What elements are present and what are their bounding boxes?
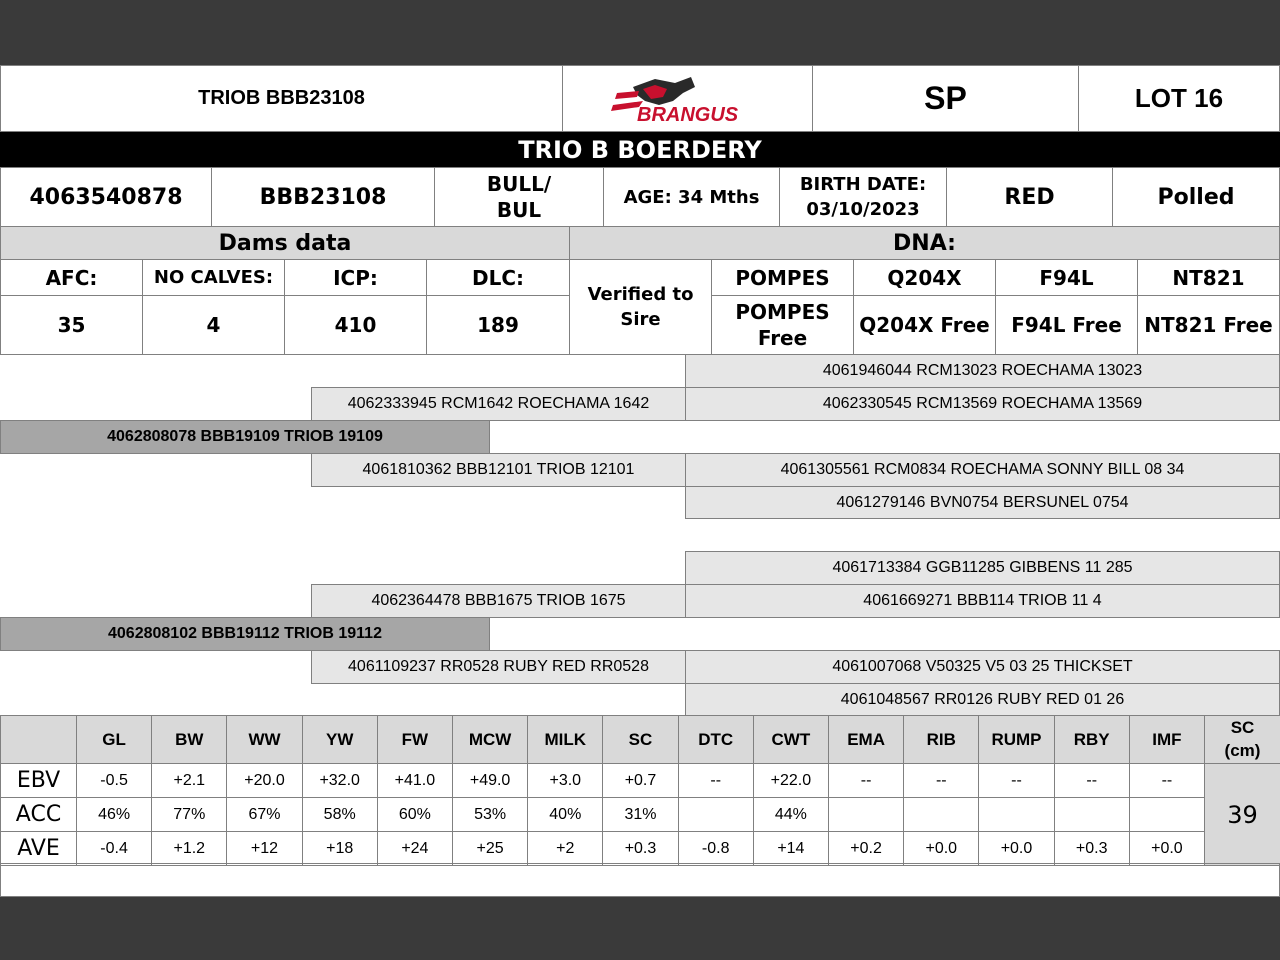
pedigree-ssd <box>685 387 1280 421</box>
ebv-value-cell-label: +2.1 <box>173 771 206 789</box>
pompes-value-line-1: POMPES <box>735 300 830 324</box>
no-calves-value <box>142 295 285 355</box>
animal-name: TRIOB BBB23108 <box>198 87 365 109</box>
ebv-col-header-label: WW <box>248 729 281 749</box>
ebv-value-cell-label: +32.0 <box>319 771 360 789</box>
ebv-value-cell-label: -- <box>1086 771 1098 789</box>
ebv-value-cell-label: +2 <box>556 839 575 857</box>
verified-to-sire-cell <box>569 259 712 355</box>
birth-date-cell <box>779 167 947 227</box>
ebv-value-cell-label: +49.0 <box>469 771 511 789</box>
ebv-value-cell <box>226 763 302 798</box>
pedigree-ds <box>311 584 686 618</box>
age-cell <box>603 167 780 227</box>
sc-cm-value <box>1204 763 1280 866</box>
sale-catalogue-page <box>0 65 1280 897</box>
ebv-col-header-label: IMF <box>1152 729 1182 749</box>
pedigree-ddd-label: 4061048567 RR0126 RUBY RED 01 26 <box>840 690 1125 708</box>
pedigree-dss-label: 4061713384 GGB11285 GIBBENS 11 285 <box>832 559 1133 576</box>
ebv-col-header <box>903 715 979 764</box>
ebv-value-cell-label: +0.0 <box>1000 839 1033 857</box>
nt821-value <box>1137 295 1280 355</box>
logo-text: BRANGUS <box>636 103 738 126</box>
ebv-value-cell-label: 77% <box>173 805 206 823</box>
bottom-spacer <box>0 863 1280 897</box>
no-calves-value-label: 4 <box>206 313 221 337</box>
ebv-col-header-label: EMA <box>847 729 885 749</box>
ebv-col-header-label: MCW <box>468 729 512 749</box>
ebv-value-cell <box>452 831 528 866</box>
ebv-row-label <box>0 831 77 866</box>
ebv-value-cell <box>753 797 829 832</box>
ebv-value-cell-label: 58% <box>323 805 356 823</box>
ebv-value-cell <box>1129 763 1205 798</box>
ebv-value-cell-label: -- <box>935 771 947 789</box>
afc-value-label: 35 <box>57 313 86 337</box>
ebv-value-cell <box>1129 797 1205 832</box>
ebv-value-cell <box>452 797 528 832</box>
pedigree-ss-label: 4062333945 RCM1642 ROECHAMA 1642 <box>347 395 650 412</box>
nt821-value-label: NT821 Free <box>1144 313 1273 337</box>
ebv-value-cell-label: -0.4 <box>100 839 128 857</box>
ebv-table <box>0 715 1280 865</box>
ebv-col-header <box>828 715 904 764</box>
ebv-value-cell <box>678 763 754 798</box>
dna-title: DNA: <box>893 230 956 256</box>
ebv-value-cell <box>226 831 302 866</box>
ebv-value-cell <box>1129 831 1205 866</box>
ebv-value-cell <box>151 831 227 866</box>
ebv-value-cell-label: -- <box>1011 771 1022 789</box>
dlc-header-label: DLC: <box>471 265 525 290</box>
lot-label: LOT 16 <box>1134 83 1224 113</box>
ebv-value-cell <box>302 797 378 832</box>
sc-cm-header-line-2: (cm) <box>1224 740 1261 760</box>
ebv-value-cell <box>828 763 904 798</box>
ebv-col-header <box>527 715 603 764</box>
pedigree-sire-label: 4062808078 BBB19109 TRIOB 19109 <box>107 428 383 445</box>
pedigree-sdd <box>685 486 1280 519</box>
pedigree-dsd <box>685 584 1280 618</box>
sex-line-1: BULL/ <box>486 172 552 196</box>
pedigree-ss <box>311 387 686 421</box>
brangus-logo <box>562 65 813 132</box>
code-label: SP <box>924 80 967 116</box>
animal-id: 4063540878 <box>29 184 183 210</box>
ebv-col-header-label: SC <box>628 729 653 749</box>
sc-cm-header <box>1204 715 1280 764</box>
ebv-col-header-label: BW <box>175 729 204 749</box>
ebv-value-cell <box>678 797 754 832</box>
pompes-header <box>711 259 854 296</box>
ebv-value-cell-label: -- <box>860 771 872 789</box>
ebv-col-header <box>452 715 528 764</box>
ebv-value-cell <box>978 831 1054 866</box>
pedigree-sds-label: 4061305561 RCM0834 ROECHAMA SONNY BILL 08 34 <box>780 461 1185 478</box>
q204x-header <box>853 259 996 296</box>
ebv-value-cell <box>828 831 904 866</box>
dlc-header <box>426 259 570 296</box>
ebv-value-cell <box>903 797 979 832</box>
pedigree-sss <box>685 354 1280 388</box>
ebv-value-cell <box>1054 797 1130 832</box>
ebv-row-label-label: ACC <box>15 802 62 827</box>
pompes-value <box>711 295 854 355</box>
ebv-value-cell <box>377 797 453 832</box>
ebv-col-header <box>1054 715 1130 764</box>
ebv-value-cell <box>302 831 378 866</box>
q204x-value <box>853 295 996 355</box>
pedigree-dds-label: 4061007068 V50325 V5 03 25 THICKSET <box>832 658 1133 675</box>
ebv-value-cell-label: +24 <box>401 839 429 857</box>
ebv-value-cell-label: +0.3 <box>1075 839 1108 857</box>
ebv-value-cell <box>377 831 453 866</box>
ebv-value-cell-label: +1.2 <box>173 839 206 857</box>
ebv-value-cell <box>302 763 378 798</box>
ebv-value-cell <box>527 831 603 866</box>
ebv-value-cell-label: +41.0 <box>394 771 436 789</box>
verified-line-1: Verified to <box>587 283 694 305</box>
ebv-col-header <box>76 715 152 764</box>
ebv-value-cell-label: +22.0 <box>770 771 812 789</box>
ebv-value-cell-label: +0.7 <box>624 771 657 789</box>
ebv-value-cell-label: +14 <box>777 839 805 857</box>
q204x-header-label: Q204X <box>887 265 962 290</box>
pompes-value-line-2: Free <box>757 326 808 350</box>
birth-date-label: BIRTH DATE: <box>799 173 927 195</box>
pedigree-dss <box>685 551 1280 585</box>
icp-header <box>284 259 427 296</box>
ebv-value-cell <box>76 763 152 798</box>
afc-value <box>0 295 143 355</box>
lot-cell <box>1078 65 1280 132</box>
ebv-row-label <box>0 797 77 832</box>
bull-head-icon <box>603 71 773 127</box>
ebv-col-header <box>978 715 1054 764</box>
ebv-col-header-label: DTC <box>698 729 734 749</box>
ebv-value-cell <box>602 763 678 798</box>
pompes-header-label: POMPES <box>735 265 830 290</box>
ebv-value-cell <box>226 797 302 832</box>
ebv-value-cell <box>1054 763 1130 798</box>
ebv-value-cell <box>76 797 152 832</box>
dlc-value <box>426 295 570 355</box>
icp-header-label: ICP: <box>333 265 378 290</box>
animal-tag-cell <box>211 167 435 227</box>
verified-line-2: Sire <box>620 309 661 330</box>
no-calves-header-label: NO CALVES: <box>153 267 274 288</box>
animal-tag: BBB23108 <box>259 184 387 210</box>
ebv-col-header-label: RUMP <box>991 729 1042 749</box>
ebv-row-label <box>0 763 77 798</box>
f94l-header-label: F94L <box>1039 265 1094 290</box>
ebv-value-cell <box>978 797 1054 832</box>
ebv-col-header <box>302 715 378 764</box>
birth-date: 03/10/2023 <box>806 199 920 220</box>
sex-cell <box>434 167 604 227</box>
ebv-value-cell <box>753 831 829 866</box>
pedigree-sire <box>0 420 490 454</box>
animal-name-cell <box>0 65 563 132</box>
ebv-col-header <box>226 715 302 764</box>
f94l-header <box>995 259 1138 296</box>
ebv-value-cell-label: -0.5 <box>100 771 128 789</box>
ebv-value-cell <box>753 763 829 798</box>
pedigree-dd <box>311 650 686 684</box>
breeder-bar <box>0 132 1280 167</box>
sex-line-2: BUL <box>496 198 542 222</box>
pedigree-dam <box>0 617 490 651</box>
pedigree-dds <box>685 650 1280 684</box>
age-label: AGE: 34 Mths <box>623 186 760 208</box>
ebv-col-header-label: FW <box>401 729 429 749</box>
colour-label: RED <box>1004 184 1055 210</box>
ebv-value-cell <box>151 797 227 832</box>
pedigree-sdd-label: 4061279146 BVN0754 BERSUNEL 0754 <box>836 493 1129 511</box>
ebv-col-header <box>602 715 678 764</box>
ebv-value-cell-label: 40% <box>549 805 582 823</box>
pedigree-ds-label: 4062364478 BBB1675 TRIOB 1675 <box>371 592 626 609</box>
afc-header <box>0 259 143 296</box>
colour-cell <box>946 167 1113 227</box>
ebv-value-cell-label: -- <box>710 771 722 789</box>
q204x-value-label: Q204X Free <box>859 313 990 337</box>
icp-value-label: 410 <box>334 313 377 337</box>
ebv-value-cell-label: 67% <box>248 805 281 823</box>
ebv-row-label-label: AVE <box>17 836 60 861</box>
ebv-value-cell <box>1054 831 1130 866</box>
ebv-value-cell <box>527 797 603 832</box>
pedigree-ssd-label: 4062330545 RCM13569 ROECHAMA 13569 <box>822 395 1143 412</box>
nt821-header-label: NT821 <box>1172 265 1245 290</box>
dams-data-header <box>0 226 570 260</box>
afc-header-label: AFC: <box>45 265 98 290</box>
ebv-col-header-label: MILK <box>544 729 587 749</box>
ebv-value-cell <box>678 831 754 866</box>
f94l-value <box>995 295 1138 355</box>
ebv-row-label-label: EBV <box>16 768 61 793</box>
ebv-col-header <box>753 715 829 764</box>
ebv-value-cell-label: +0.2 <box>850 839 882 857</box>
ebv-corner <box>0 715 77 764</box>
ebv-value-cell <box>76 831 152 866</box>
ebv-value-cell <box>151 763 227 798</box>
ebv-value-cell <box>903 763 979 798</box>
ebv-col-header <box>678 715 754 764</box>
ebv-value-cell-label: -- <box>1161 771 1173 789</box>
ebv-col-header-label: CWT <box>771 729 811 749</box>
pedigree-sss-label: 4061946044 RCM13023 ROECHAMA 13023 <box>822 362 1143 379</box>
ebv-value-cell <box>602 831 678 866</box>
pedigree-sds <box>685 453 1280 487</box>
animal-id-cell <box>0 167 212 227</box>
dams-data-title: Dams data <box>218 230 352 256</box>
ebv-value-cell-label: +0.3 <box>624 839 657 857</box>
nt821-header <box>1137 259 1280 296</box>
ebv-col-header-label: RBY <box>1073 729 1110 749</box>
ebv-value-cell <box>602 797 678 832</box>
ebv-value-cell-label: 53% <box>474 805 507 823</box>
breeder-name: TRIO B BOERDERY <box>518 135 762 164</box>
ebv-col-header <box>151 715 227 764</box>
ebv-value-cell-label: 44% <box>774 805 807 823</box>
dlc-value-label: 189 <box>477 313 519 337</box>
ebv-value-cell-label: +25 <box>476 839 504 857</box>
pedigree-dam-label: 4062808102 BBB19112 TRIOB 19112 <box>108 625 382 642</box>
ebv-value-cell-label: 46% <box>98 805 131 823</box>
ebv-value-cell <box>828 797 904 832</box>
sc-cm-header-line-1: SC <box>1230 718 1255 738</box>
code-cell <box>812 65 1079 132</box>
pedigree-ddd <box>685 683 1280 716</box>
pedigree-dd-label: 4061109237 RR0528 RUBY RED RR0528 <box>348 658 649 675</box>
ebv-value-cell <box>903 831 979 866</box>
ebv-value-cell <box>978 763 1054 798</box>
ebv-value-cell-label: +20.0 <box>244 771 285 789</box>
pedigree-sd <box>311 453 686 487</box>
icp-value <box>284 295 427 355</box>
ebv-col-header-label: YW <box>325 729 354 749</box>
horn-cell <box>1112 167 1280 227</box>
ebv-value-cell-label: 31% <box>624 805 657 823</box>
ebv-value-cell-label: +0.0 <box>925 839 958 857</box>
sc-cm-value-label: 39 <box>1227 800 1258 829</box>
ebv-col-header <box>377 715 453 764</box>
ebv-value-cell-label: 60% <box>398 805 431 823</box>
ebv-value-cell-label: +3.0 <box>549 771 582 789</box>
pedigree-dsd-label: 4061669271 BBB114 TRIOB 11 4 <box>863 592 1102 609</box>
ebv-value-cell <box>377 763 453 798</box>
dna-header <box>569 226 1280 260</box>
ebv-col-header <box>1129 715 1205 764</box>
ebv-col-header-label: GL <box>102 729 126 749</box>
ebv-value-cell-label: +12 <box>250 839 279 857</box>
ebv-value-cell-label: -0.8 <box>701 839 730 857</box>
ebv-value-cell-label: +0.0 <box>1151 839 1183 857</box>
ebv-value-cell <box>527 763 603 798</box>
ebv-col-header-label: RIB <box>926 729 956 749</box>
ebv-value-cell <box>452 763 528 798</box>
horn-label: Polled <box>1157 184 1235 210</box>
pedigree-sd-label: 4061810362 BBB12101 TRIOB 12101 <box>362 461 635 478</box>
f94l-value-label: F94L Free <box>1011 313 1122 337</box>
no-calves-header <box>142 259 285 296</box>
ebv-value-cell-label: +18 <box>326 839 354 857</box>
